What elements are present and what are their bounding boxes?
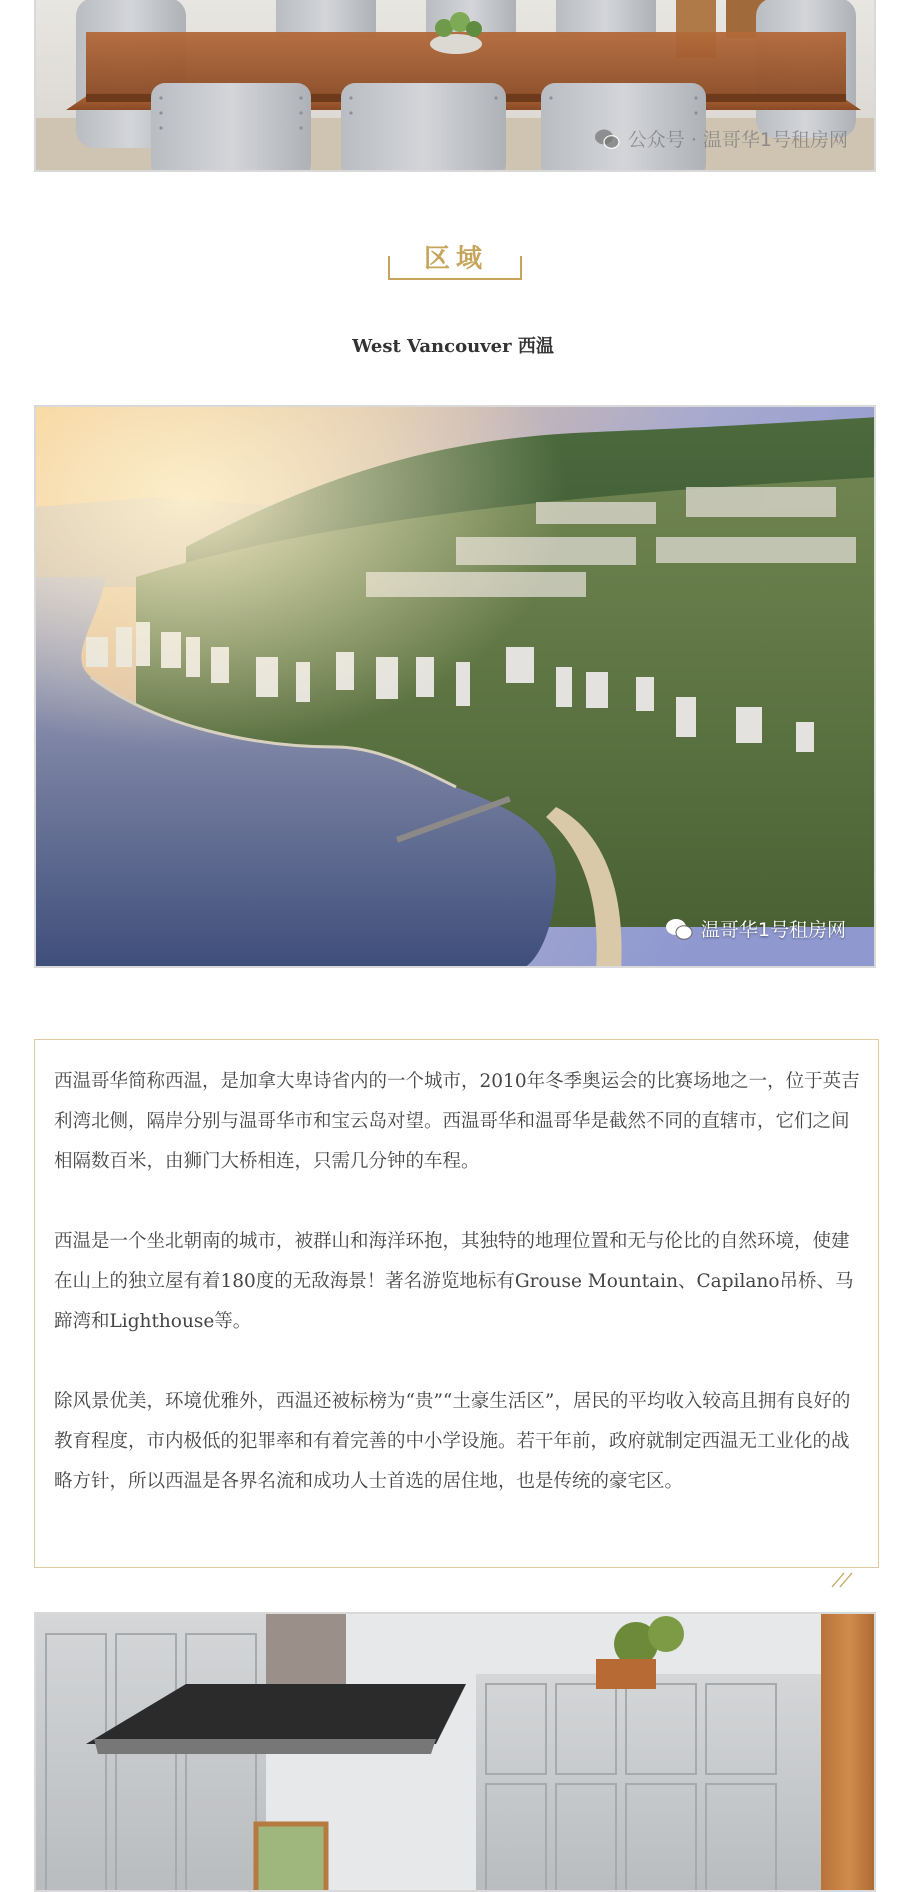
description-paragraph: 西温哥华简称西温，是加拿大卑诗省内的一个城市，2010年冬季奥运会的比赛场地之一，位于英吉利湾北侧，隔岸分别与温哥华市和宝云岛对望。西温哥华和温哥华是截然不同的直辖市，它们之间相隔数百米，由狮门大桥相连，只需几分钟的车程。 [54,1071,860,1172]
description-paragraph: 除风景优美，环境优雅外，西温还被标榜为“贵”“土豪生活区”，居民的平均收入较高且拥有良好的教育程度，市内极低的犯罪率和有着完善的中小学设施。若干年前，政府就制定西温无工业化的战略方针，所以西温是各界名流和成功人士首选的居住地，也是传统的豪宅区。 [54,1391,851,1492]
description-paragraph: 西温是一个坐北朝南的城市，被群山和海洋环抱，其独特的地理位置和无与伦比的自然环境，使建在山上的独立屋有着180度的无敌海景！著名游览地标有Grouse Mountain、Capilano吊桥、马蹄湾和Lighthouse等。 [54,1231,854,1332]
section-subtitle: West Vancouver 西温 [352,336,554,357]
kitchen-photo [34,1612,876,1892]
wechat-icon [594,128,620,150]
watermark [665,915,846,942]
watermark-text: 公众号 · 温哥华1号租房网 [627,129,848,151]
description-box [34,1039,879,1568]
west-vancouver-aerial-photo [34,405,876,968]
watermark [594,125,848,152]
dining-room-photo [34,0,876,172]
slash-decoration-icon [830,1571,856,1593]
wechat-icon [665,917,693,941]
section-title: 区域 [404,244,502,274]
watermark-text: 温哥华1号租房网 [700,919,846,941]
section-header [0,238,906,288]
